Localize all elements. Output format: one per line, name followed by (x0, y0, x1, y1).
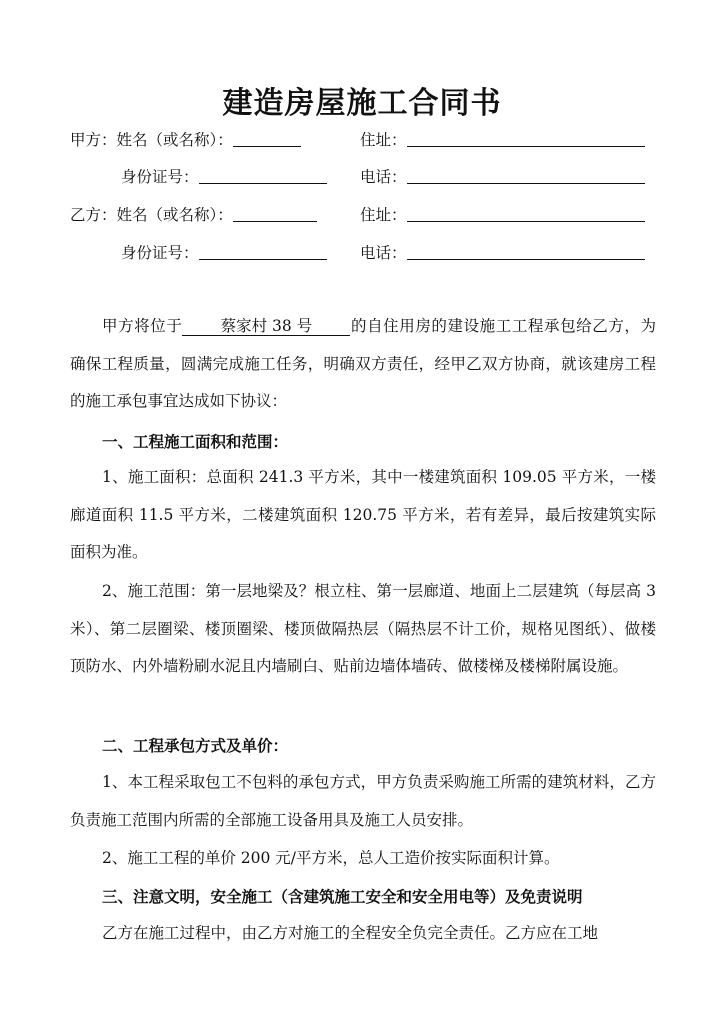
party-a-id-row (121, 165, 327, 187)
party-b-id-blank (199, 243, 327, 260)
section-2-heading: 二、工程承包方式及单价： (102, 736, 289, 755)
section-2-paragraph-1: 1、本工程采取包工不包料的承包方式，甲方负责采购施工所需的建筑材料，乙方负责施工范围内所需的全部施工设备用具及施工人员安排。 (70, 773, 656, 829)
intro-paragraph (70, 308, 656, 421)
party-a-address-row (360, 128, 645, 150)
section-1-heading: 一、工程施工面积和范围： (102, 432, 289, 451)
party-a-name-row (70, 128, 301, 150)
party-a-id-label: 身份证号： (121, 168, 199, 186)
section-3-heading: 三、注意文明，安全施工（含建筑施工安全和安全用电等）及免责说明 (102, 887, 583, 906)
section-1-paragraph-1: 1、施工面积：总面积 241.3 平方米，其中一楼建筑面积 109.05 平方米，一楼廊道面积 11.5 平方米，二楼建筑面积 120.75 平方米，若有差异，最后按建筑实际面积为准。 (70, 468, 656, 562)
party-a-address-label: 住址： (360, 131, 407, 149)
party-b-name-row (70, 203, 317, 225)
party-b-address-row (360, 203, 645, 225)
party-b-address-label: 住址： (360, 206, 407, 224)
party-b-id-label: 身份证号： (121, 244, 199, 262)
party-a-phone-label: 电话： (360, 168, 407, 186)
party-a-name-blank (233, 130, 301, 147)
party-b-address-blank (407, 205, 645, 222)
party-a-phone-row (360, 165, 645, 187)
party-a-name-label: 甲方：姓名（或名称）： (70, 131, 233, 149)
party-a-id-blank (199, 167, 327, 184)
party-b-name-blank (233, 205, 317, 222)
party-a-phone-blank (407, 167, 645, 184)
intro-suffix: 的自住用房的建设施工工程承包给乙方，为确保工程质量，圆满完成施工任务，明确双方责任，经甲乙双方协商，就该建房工程的施工承包事宜达成如下协议： (70, 317, 656, 411)
party-b-phone-blank (407, 243, 645, 260)
section-2-paragraph-2: 2、施工工程的单价 200 元/平方米，总人工造价按实际面积计算。 (102, 849, 560, 867)
party-a-address-blank (407, 130, 645, 147)
document-title: 建造房屋施工合同书 (222, 86, 502, 121)
section-3-paragraph-1: 乙方在施工过程中，由乙方对施工的全程安全负完全责任。乙方应在工地 (102, 924, 599, 942)
intro-prefix: 甲方将位于 (102, 317, 183, 335)
section-1-paragraph-2: 2、施工范围：第一层地梁及？根立柱、第一层廊道、地面上二层建筑（每层高 3 米）、第二层圈梁、楼顶圈梁、楼顶做隔热层（隔热层不计工价，规格见图纸）、做楼顶防水、内外墙粉刷水泥且内墙刷白、贴前边墙体墙砖、做楼梯及楼梯附属设施。 (70, 582, 656, 676)
party-b-name-label: 乙方：姓名（或名称）： (70, 206, 233, 224)
party-b-id-row (121, 241, 327, 263)
party-b-phone-row (360, 241, 645, 263)
project-location: 蔡家村 38 号 (182, 317, 350, 336)
party-b-phone-label: 电话： (360, 244, 407, 262)
